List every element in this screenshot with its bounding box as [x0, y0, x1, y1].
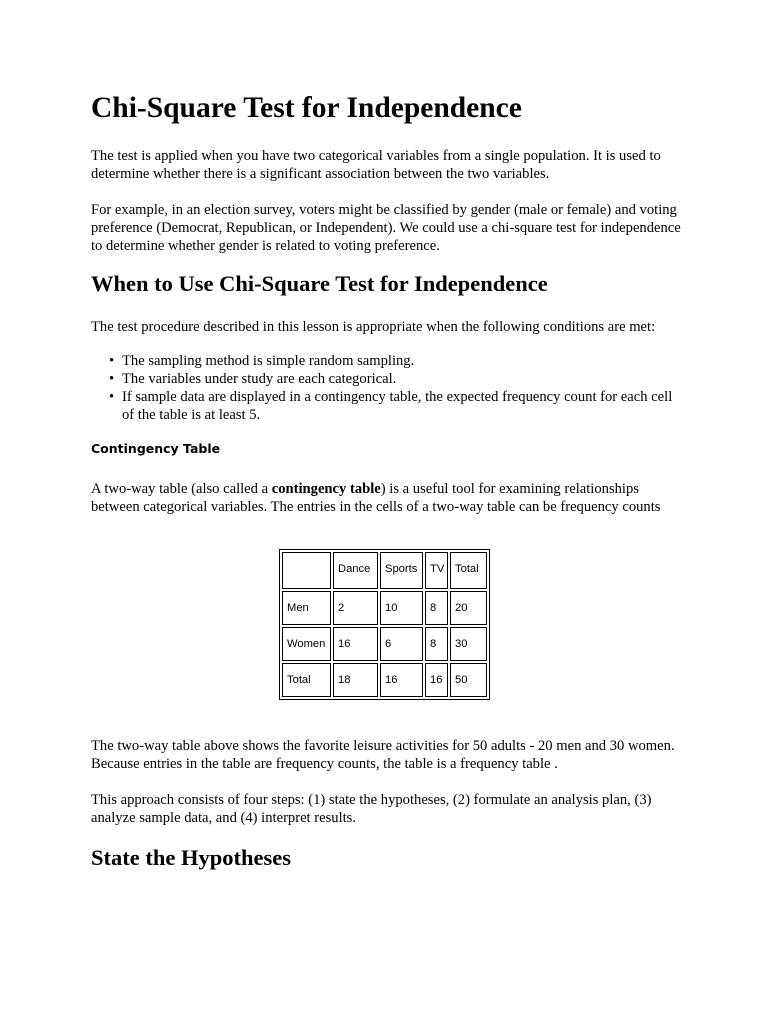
- list-item: [91, 370, 681, 388]
- bullet-icon: •: [109, 371, 115, 387]
- list-item: [91, 352, 681, 370]
- table-cell: 30: [450, 627, 487, 661]
- table-header-cell: Dance: [333, 552, 378, 589]
- page-title: Chi-Square Test for Independence: [91, 92, 522, 124]
- table-row: [282, 627, 487, 661]
- steps-paragraph: This approach consists of four steps: (1) state the hypotheses, (2) formulate an analysis plan, (3) analyze sample data, and (4) interpret results.: [91, 792, 652, 826]
- list-item-text: If sample data are displayed in a contingency table, the expected frequency count for each cell of the table is at least 5.: [122, 389, 673, 423]
- table-cell: 8: [425, 627, 448, 661]
- table-header-cell: Sports: [380, 552, 423, 589]
- table-header-cell: [282, 552, 331, 589]
- table-cell: Men: [282, 591, 331, 625]
- section-heading-state: State the Hypotheses: [91, 845, 291, 870]
- section-heading-when: When to Use Chi-Square Test for Independence: [91, 271, 548, 296]
- bullet-icon: •: [109, 389, 115, 405]
- list-item-text: The sampling method is simple random sampling.: [122, 353, 415, 369]
- table-row: [282, 663, 487, 697]
- table-cell: 6: [380, 627, 423, 661]
- table-header-cell: Total: [450, 552, 487, 589]
- intro-paragraph-2: For example, in an election survey, voters might be classified by gender (male or female) and voting preference (Democrat, Republican, or Independent). We could use a chi-square test for independence to determine whether gender is related to voting preference.: [91, 202, 681, 254]
- table-cell: 16: [425, 663, 448, 697]
- table-cell: Women: [282, 627, 331, 661]
- table-cell: 50: [450, 663, 487, 697]
- contingency-paragraph: [91, 480, 681, 516]
- contingency-text-before: A two-way table (also called a: [91, 481, 272, 497]
- contingency-heading: Contingency Table: [91, 441, 221, 456]
- table-cell: 18: [333, 663, 378, 697]
- table-cell: 20: [450, 591, 487, 625]
- intro-paragraph-1: The test is applied when you have two categorical variables from a single population. It is used to determine whether there is a significant association between the two variables.: [91, 148, 661, 182]
- list-item: [91, 388, 681, 424]
- table-header-row: [282, 552, 487, 589]
- table-cell: Total: [282, 663, 331, 697]
- table-cell: 16: [380, 663, 423, 697]
- contingency-text-after: ) is a useful tool for examining relationships between categorical variables. The entries in the cells of a two-way table can be frequency counts: [91, 481, 661, 515]
- table-cell: 2: [333, 591, 378, 625]
- conditions-list: [91, 352, 681, 424]
- table-description: The two-way table above shows the favorite leisure activities for 50 adults - 20 men and 30 women. Because entries in the table are frequency counts, the table is a frequency table .: [91, 738, 675, 772]
- conditions-lead: The test procedure described in this lesson is appropriate when the following conditions are met:: [91, 319, 656, 335]
- bullet-icon: •: [109, 353, 115, 369]
- table-cell: 10: [380, 591, 423, 625]
- list-item-text: The variables under study are each categorical.: [122, 371, 397, 387]
- table-cell: 16: [333, 627, 378, 661]
- table-header-cell: TV: [425, 552, 448, 589]
- contingency-table: [279, 549, 490, 700]
- table-cell: 8: [425, 591, 448, 625]
- contingency-term: contingency table: [271, 481, 381, 497]
- table-row: [282, 591, 487, 625]
